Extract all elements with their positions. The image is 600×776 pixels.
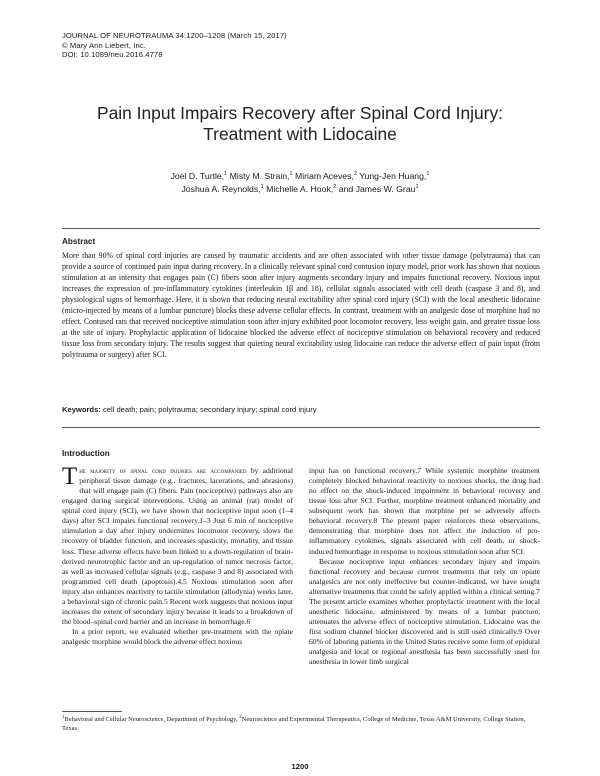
affiliation-mark: 1 [426, 171, 430, 178]
intro-paragraph-4: Because nociceptive input enhances secondary injury and impairs functional recovery and because current treatments that rely on opiate analgesics are not only ineffective but counter-indicated, we have sought alternative treatments that could be safely applied within a clinical setting.7 The present article examines whether prophylactic treatment with the local anesthetic lidocaine, administered by means of a lumbar puncture, attenuates the adverse effect of nociceptive stimulation. Lidocaine was the first sodium channel blocker discovered and is still used clinically.9 Over 60% of laboring patients in the United States receive some form of epidural analgesia and local or regional anesthesia has been successfully used for anesthesia in lower limb surgical [309, 556, 540, 667]
author-list [40, 170, 560, 195]
footnote-divider [62, 711, 122, 712]
intro-lead: he majority of spinal cord injuries are accompanied [79, 466, 247, 475]
body-column-left [62, 463, 293, 647]
affiliation-mark: 1 [289, 171, 293, 178]
journal-copyright: © Mary Ann Liebert, Inc. [62, 40, 146, 50]
author-name: Joshua A. Reynolds, [181, 183, 261, 194]
affiliation-mark: 2 [333, 183, 337, 190]
keywords [62, 405, 540, 415]
abstract-heading: Abstract [62, 237, 96, 246]
author-name: Miriam Aceves, [292, 171, 354, 181]
author-line-1 [40, 170, 560, 183]
affiliation-mark: 1 [415, 183, 419, 190]
journal-doi: DOI: 10.1089/neu.2016.4778 [62, 50, 163, 60]
body-column-right [309, 466, 540, 667]
affiliation-mark: 2 [239, 714, 242, 720]
intro-paragraph-1 [62, 463, 293, 627]
journal-citation: JOURNAL OF NEUROTRAUMA 34:1200–1208 (March 15, 2017) [62, 31, 287, 40]
author-name: and James W. Grau [336, 183, 416, 194]
journal-header [62, 31, 287, 60]
abstract-top-divider [62, 228, 540, 229]
paper-title-line-2: Treatment with Lidocaine [203, 124, 397, 144]
intro-paragraph-3: input has on functional recovery.7 While systemic morphine treatment completely blocked behavioral reactivity to noxious shocks, the drug had no effect on the shock-induced impairment in behavioral recovery and tissue loss after SCI. Further, morphine treatment enhanced mortality and subsequent work has shown that morphine per se adversely affects behavioral recovery.8 The present paper reinforces these observations, demonstrating that morphine does not affect the induction of pro-inflammatory cytokines, signals associated with cell death, or shock-induced hemorrhage in response to noxious stimulation soon after SCI. [309, 466, 540, 556]
author-line-2 [40, 183, 560, 196]
author-name: Misty M. Strain, [227, 171, 290, 181]
paper-title [40, 103, 560, 145]
author-name: Michelle A. Hook, [263, 183, 334, 194]
intro-paragraph-1-text: by additional peripheral tissue damage (e.g., fractures, lacerations, and abrasions) that will engage pain (C) fibers. Pain (nociceptive) pathways also are engaged during surgical interventions. Using an animal (rat) model of spinal cord injury (SCI), we have shown that nociceptive input soon (1–4 days) after SCI impairs functional recovery.1–3 Just 6 min of nociceptive stimulation a day after injury undermines locomotor recovery, slows the recovery of bladder function, and increases spasticity, mortality, and tissue loss. These adverse effects have been linked to a down-regulation of brain-derived neurotrophic factor and an up-regulation of tumor necrosis factor, as well as increased cellular signals (e.g., caspase 3 and 8) associated with programmed cell death (apoptosis).4,5 Noxious stimulation soon after injury also enhances reactivity to tactile stimulation (allodynia) weeks later, a behavioral sign of chronic pain.5 Recent work suggests that noxious input increases the extent of secondary injury because it leads to a breakdown of the blood–spinal cord barrier and an increase in hemorrhage.6 [62, 466, 293, 626]
affiliation-2: Neuroscience and Experimental Therapeutics, College of Medicine, Texas A&M University, College Station, Texas. [62, 716, 526, 732]
affiliation-mark: 2 [353, 171, 357, 178]
keywords-text: cell death; pain; polytrauma; secondary injury; spinal cord injury [100, 405, 317, 414]
drop-cap: T [62, 463, 78, 490]
keywords-label: Keywords: [62, 405, 101, 414]
abstract-text: More than 90% of spinal cord injuries are caused by traumatic accidents and are often associated with other tissue damage (polytrauma) that can provide a source of continued pain input during recovery. In a clinically relevant spinal cord contusion injury model, prior work has shown that noxious stimulation at an intensity that engages pain (C) fibers soon after injury augments secondary injury and impairs functional recovery. Noxious input increases the expression of pro-inflammatory cytokines (interleukin 1β and 18), cellular signals associated with cell death (caspase 3 and 8), and physiological signs of hemorrhage. Here, it is shown that reducing neural excitability after spinal cord injury (SCI) with the local anesthetic lidocaine (micro-injected by means of a lumbar puncture) blocks these adverse cellular effects. In contrast, treatment with an analgesic dose of morphine had no effect. Contused rats that received nociceptive stimulation soon after injury exhibited poor locomotor recovery, less weight gain, and greater tissue loss at the site of injury. Prophylactic application of lidocaine blocked the adverse effect of nociceptive stimulation on behavioral recovery and reduced tissue loss from secondary injury. The results suggest that quieting neural excitability using lidocaine can reduce the adverse effect of pain input (from polytrauma or surgery) after SCI. [62, 251, 540, 359]
author-name: Yung-Jen Huang, [356, 171, 427, 181]
paper-title-line-1: Pain Input Impairs Recovery after Spinal Cord Injury: [97, 103, 503, 123]
affiliation-mark: 1 [224, 171, 228, 178]
intro-paragraph-2: In a prior report, we evaluated whether pre-treatment with the opiate analgesic morphine would block the adverse effect noxious [62, 627, 293, 647]
page-number: 1200 [291, 762, 309, 771]
abstract-bottom-divider [62, 427, 540, 428]
author-name: Joel D. Turtle, [170, 171, 225, 181]
affiliation-mark: 1 [62, 714, 65, 720]
affiliations-footnote [62, 716, 540, 733]
introduction-heading: Introduction [62, 449, 110, 458]
affiliation-mark: 1 [260, 183, 264, 190]
affiliation-1: Behavioral and Cellular Neuroscience, Department of Psychology, [64, 716, 240, 723]
